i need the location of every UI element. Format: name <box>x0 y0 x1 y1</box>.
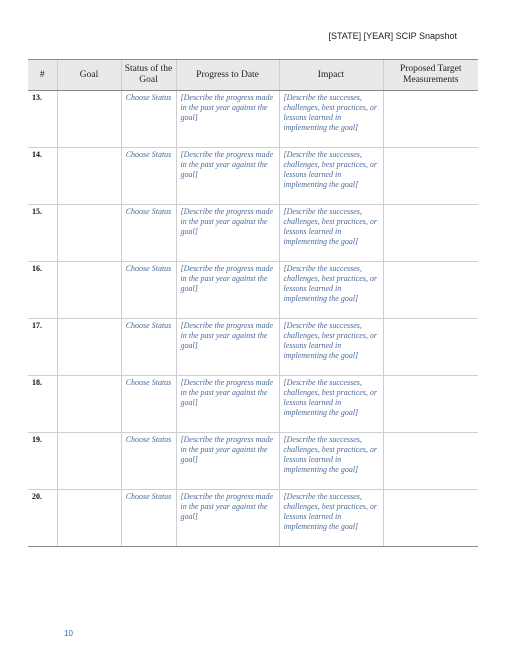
row-number: 15. <box>28 205 57 262</box>
col-header-progress: Progress to Date <box>176 60 279 91</box>
measurements-cell[interactable] <box>383 148 478 205</box>
impact-cell[interactable]: [Describe the successes, challenges, best practices, or lessons learned in implementing the goal] <box>279 148 383 205</box>
measurements-cell[interactable] <box>383 262 478 319</box>
status-dropdown[interactable]: Choose Status <box>121 319 176 376</box>
impact-cell[interactable]: [Describe the successes, challenges, best practices, or lessons learned in implementing the goal] <box>279 262 383 319</box>
measurements-cell[interactable] <box>383 205 478 262</box>
table-header-row <box>28 60 478 91</box>
status-dropdown[interactable]: Choose Status <box>121 490 176 547</box>
table-row <box>28 91 478 148</box>
goal-cell[interactable] <box>57 319 121 376</box>
status-dropdown[interactable]: Choose Status <box>121 433 176 490</box>
progress-cell[interactable]: [Describe the progress made in the past year against the goal] <box>176 433 279 490</box>
goal-cell[interactable] <box>57 148 121 205</box>
status-dropdown[interactable]: Choose Status <box>121 205 176 262</box>
progress-cell[interactable]: [Describe the progress made in the past year against the goal] <box>176 490 279 547</box>
measurements-cell[interactable] <box>383 433 478 490</box>
status-dropdown[interactable]: Choose Status <box>121 262 176 319</box>
col-header-measurements: Proposed Target Measurements <box>383 60 478 91</box>
row-number: 16. <box>28 262 57 319</box>
table-row <box>28 205 478 262</box>
goal-cell[interactable] <box>57 205 121 262</box>
col-header-goal: Goal <box>57 60 121 91</box>
progress-cell[interactable]: [Describe the progress made in the past year against the goal] <box>176 376 279 433</box>
measurements-cell[interactable] <box>383 319 478 376</box>
col-header-number: # <box>28 60 57 91</box>
measurements-cell[interactable] <box>383 490 478 547</box>
goal-cell[interactable] <box>57 91 121 148</box>
goal-cell[interactable] <box>57 490 121 547</box>
progress-cell[interactable]: [Describe the progress made in the past year against the goal] <box>176 319 279 376</box>
impact-cell[interactable]: [Describe the successes, challenges, best practices, or lessons learned in implementing the goal] <box>279 91 383 148</box>
impact-cell[interactable]: [Describe the successes, challenges, best practices, or lessons learned in implementing the goal] <box>279 376 383 433</box>
page-number: 10 <box>64 629 73 638</box>
progress-cell[interactable]: [Describe the progress made in the past year against the goal] <box>176 148 279 205</box>
table-row <box>28 490 478 547</box>
progress-cell[interactable]: [Describe the progress made in the past year against the goal] <box>176 262 279 319</box>
document-header: [STATE] [YEAR] SCIP Snapshot <box>328 31 457 41</box>
goal-cell[interactable] <box>57 433 121 490</box>
goal-cell[interactable] <box>57 262 121 319</box>
goals-table <box>28 59 478 547</box>
row-number: 20. <box>28 490 57 547</box>
status-dropdown[interactable]: Choose Status <box>121 148 176 205</box>
row-number: 17. <box>28 319 57 376</box>
impact-cell[interactable]: [Describe the successes, challenges, best practices, or lessons learned in implementing the goal] <box>279 205 383 262</box>
table-row <box>28 262 478 319</box>
col-header-impact: Impact <box>279 60 383 91</box>
row-number: 13. <box>28 91 57 148</box>
table-row <box>28 148 478 205</box>
progress-cell[interactable]: [Describe the progress made in the past year against the goal] <box>176 91 279 148</box>
goal-cell[interactable] <box>57 376 121 433</box>
measurements-cell[interactable] <box>383 376 478 433</box>
measurements-cell[interactable] <box>383 91 478 148</box>
impact-cell[interactable]: [Describe the successes, challenges, best practices, or lessons learned in implementing the goal] <box>279 319 383 376</box>
progress-cell[interactable]: [Describe the progress made in the past year against the goal] <box>176 205 279 262</box>
impact-cell[interactable]: [Describe the successes, challenges, best practices, or lessons learned in implementing the goal] <box>279 433 383 490</box>
impact-cell[interactable]: [Describe the successes, challenges, best practices, or lessons learned in implementing the goal] <box>279 490 383 547</box>
row-number: 14. <box>28 148 57 205</box>
table-row <box>28 319 478 376</box>
row-number: 19. <box>28 433 57 490</box>
status-dropdown[interactable]: Choose Status <box>121 91 176 148</box>
row-number: 18. <box>28 376 57 433</box>
status-dropdown[interactable]: Choose Status <box>121 376 176 433</box>
table-row <box>28 433 478 490</box>
col-header-status: Status of the Goal <box>121 60 176 91</box>
table-row <box>28 376 478 433</box>
